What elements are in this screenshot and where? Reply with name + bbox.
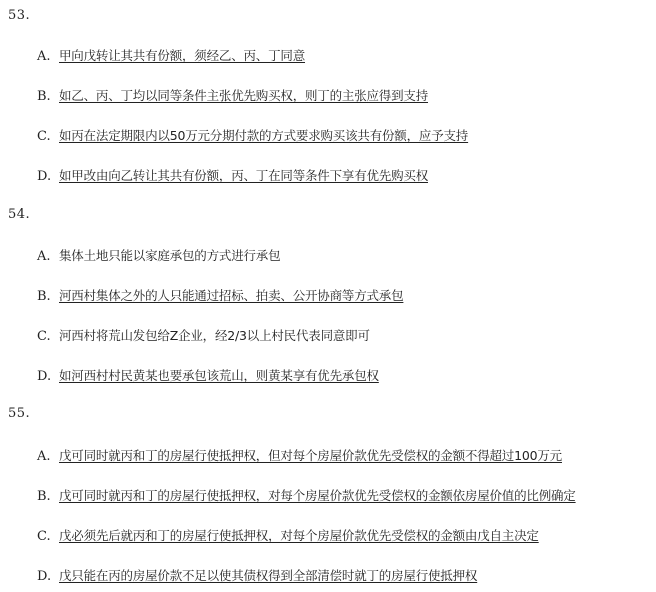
option-text: 如河西村村民黄某也要承包该荒山，则黄某享有优先承包权 xyxy=(59,368,379,383)
question-53-option-d[interactable] xyxy=(37,166,428,184)
question-number-55: 55. xyxy=(8,406,31,421)
question-53-option-c[interactable] xyxy=(37,126,468,144)
option-letter: D. xyxy=(37,169,52,184)
option-letter: B. xyxy=(37,289,51,304)
question-54-option-a[interactable] xyxy=(37,246,280,264)
option-letter: A. xyxy=(37,249,51,264)
question-54-option-b[interactable] xyxy=(37,286,403,304)
option-text: 戊只能在丙的房屋价款不足以使其债权得到全部清偿时就丁的房屋行使抵押权 xyxy=(59,568,478,583)
option-text: 集体土地只能以家庭承包的方式进行承包 xyxy=(59,248,281,263)
option-letter: D. xyxy=(37,369,52,384)
option-letter: A. xyxy=(37,49,51,64)
option-text: 戊可同时就丙和丁的房屋行使抵押权，但对每个房屋价款优先受偿权的金额不得超过100万元 xyxy=(59,448,562,463)
question-53-option-b[interactable] xyxy=(37,86,428,104)
option-letter: B. xyxy=(37,89,51,104)
question-53-option-a[interactable] xyxy=(37,46,305,64)
option-text: 河西村将荒山发包给Z企业，经2/3以上村民代表同意即可 xyxy=(59,328,370,343)
option-text: 河西村集体之外的人只能通过招标、拍卖、公开协商等方式承包 xyxy=(59,288,404,303)
question-54-option-c[interactable] xyxy=(37,326,370,344)
question-55-option-c[interactable] xyxy=(37,526,539,544)
option-letter: D. xyxy=(37,569,52,584)
option-text: 如乙、丙、丁均以同等条件主张优先购买权，则丁的主张应得到支持 xyxy=(59,88,429,103)
option-letter: B. xyxy=(37,489,51,504)
question-54-option-d[interactable] xyxy=(37,366,379,384)
option-letter: C. xyxy=(37,329,51,344)
option-text: 戊可同时就丙和丁的房屋行使抵押权，对每个房屋价款优先受偿权的金额依房屋价值的比例确定 xyxy=(59,488,576,503)
option-text: 戊必须先后就丙和丁的房屋行使抵押权，对每个房屋价款优先受偿权的金额由戊自主决定 xyxy=(59,528,539,543)
option-text: 如甲改由向乙转让其共有份额，丙、丁在同等条件下享有优先购买权 xyxy=(59,168,429,183)
question-55-option-a[interactable] xyxy=(37,446,562,464)
option-letter: C. xyxy=(37,529,51,544)
question-55-option-d[interactable] xyxy=(37,566,477,584)
question-number-53: 53. xyxy=(8,8,31,23)
option-letter: A. xyxy=(37,449,51,464)
option-text: 如丙在法定期限内以50万元分期付款的方式要求购买该共有份额，应予支持 xyxy=(59,128,469,143)
option-text: 甲向戊转让其共有份额，须经乙、丙、丁同意 xyxy=(59,48,306,63)
option-letter: C. xyxy=(37,129,51,144)
question-number-54: 54. xyxy=(8,207,31,222)
question-55-option-b[interactable] xyxy=(37,486,576,504)
